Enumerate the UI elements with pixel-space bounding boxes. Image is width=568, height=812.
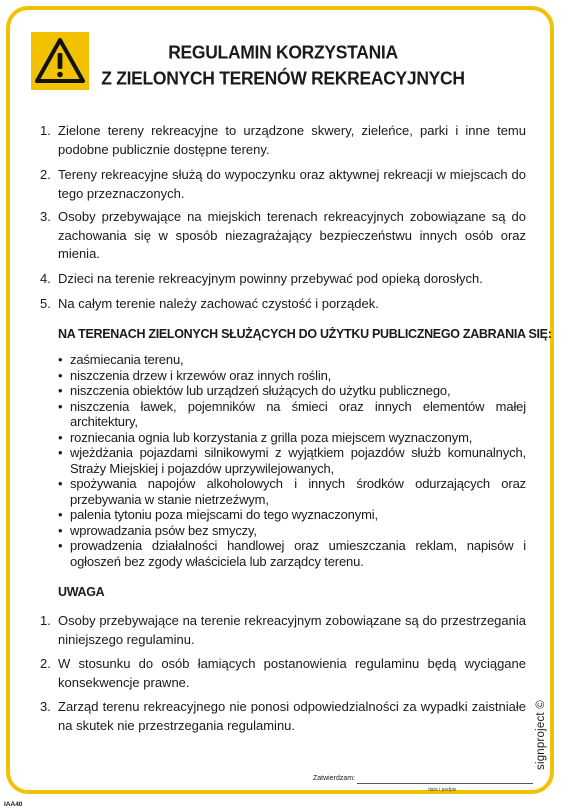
rule-number: 3.: [40, 209, 51, 224]
rule-number: 5.: [40, 296, 51, 311]
prohibited-list: [58, 352, 526, 569]
list-item: • niszczenia drzew i krzewów oraz innych roślin,: [58, 368, 526, 384]
rule-number: 1.: [40, 123, 51, 138]
list-item: • wprowadzania psów bez smyczy,: [58, 523, 526, 539]
notice-number: 2.: [40, 656, 51, 671]
notice-text: Osoby przebywające na terenie rekreacyjnym zobowiązane są do przestrzegania niniejszego regulaminu.: [58, 613, 526, 647]
list-item: • palenia tytoniu poza miejscami do tego wyznaczonymi,: [58, 507, 526, 523]
list-item: • zaśmiecania terenu,: [58, 352, 526, 368]
rule-text: Tereny rekreacyjne służą do wypoczynku oraz aktywnej rekreacji w miejscach do tego przeznaczonych.: [58, 167, 526, 201]
notice-item: [40, 655, 526, 692]
notice-item: [40, 612, 526, 649]
page-title: [98, 39, 468, 91]
rule-item: [40, 270, 526, 289]
notice-number: 3.: [40, 699, 51, 714]
signature-line: [357, 783, 533, 784]
list-item: • prowadzenia działalności handlowej oraz umieszczania reklam, napisów i ogłoszeń bez zgody właściciela lub zarządcy terenu.: [58, 538, 526, 569]
rule-item: [40, 208, 526, 264]
list-item: • rozniecania ognia lub korzystania z grilla poza miejscem wyznaczonym,: [58, 430, 526, 446]
approval-label: Zatwierdzam:: [313, 775, 356, 782]
rule-text: Dzieci na terenie rekreacyjnym powinny przebywać pod opieką dorosłych.: [58, 271, 483, 286]
rule-text: Osoby przebywające na miejskich terenach rekreacyjnych zobowiązane są do zachowania się w sposób niezagrażający bezpieczeństwu innych osób oraz mienia.: [58, 209, 526, 261]
rule-item: [40, 122, 526, 159]
date-signature-label: data i podpis: [428, 787, 457, 793]
title-line-2: Z ZIELONYCH TERENÓW REKREACYJNYCH: [101, 67, 465, 89]
product-code: IAA40: [4, 801, 23, 808]
title-line-1: REGULAMIN KORZYSTANIA: [168, 41, 398, 63]
notice-number: 1.: [40, 613, 51, 628]
notice-item: [40, 698, 526, 735]
notice-heading: UWAGA: [58, 585, 105, 599]
rule-number: 4.: [40, 271, 51, 286]
list-item: • niszczenia ławek, pojemników na śmieci oraz innych elementów małej architektury,: [58, 399, 526, 430]
notice-text: W stosunku do osób łamiących postanowienia regulaminu będą wyciągane konsekwencje prawne.: [58, 656, 526, 690]
list-item: • wjeżdżania pojazdami silnikowymi z wyjątkiem pojazdów służb komunalnych, Straży Miejskiej i pojazdów uprzywilejowanych,: [58, 445, 526, 476]
list-item: • niszczenia obiektów lub urządzeń służących do użytku publicznego,: [58, 383, 526, 399]
rule-text: Zielone tereny rekreacyjne to urządzone skwery, zieleńce, parki i inne temu podobne publicznie dostępne tereny.: [58, 123, 526, 157]
list-item: • spożywania napojów alkoholowych i innych środków odurzających oraz przebywania w stanie nietrzeźwym,: [58, 476, 526, 507]
brand-logo: signproject ©: [535, 700, 547, 770]
rule-item: [40, 295, 526, 314]
rule-text: Na całym terenie należy zachować czystość i porządek.: [58, 296, 379, 311]
warning-triangle-icon: [31, 32, 89, 90]
rule-item: [40, 166, 526, 203]
rule-number: 2.: [40, 167, 51, 182]
notice-text: Zarząd terenu rekreacyjnego nie ponosi odpowiedzialności za wypadki zaistniałe na skutek nie przestrzegania regulaminu.: [58, 699, 526, 733]
prohibited-heading: NA TERENACH ZIELONYCH SŁUŻĄCYCH DO UŻYTKU PUBLICZNEGO ZABRANIA SIĘ:: [58, 327, 552, 341]
